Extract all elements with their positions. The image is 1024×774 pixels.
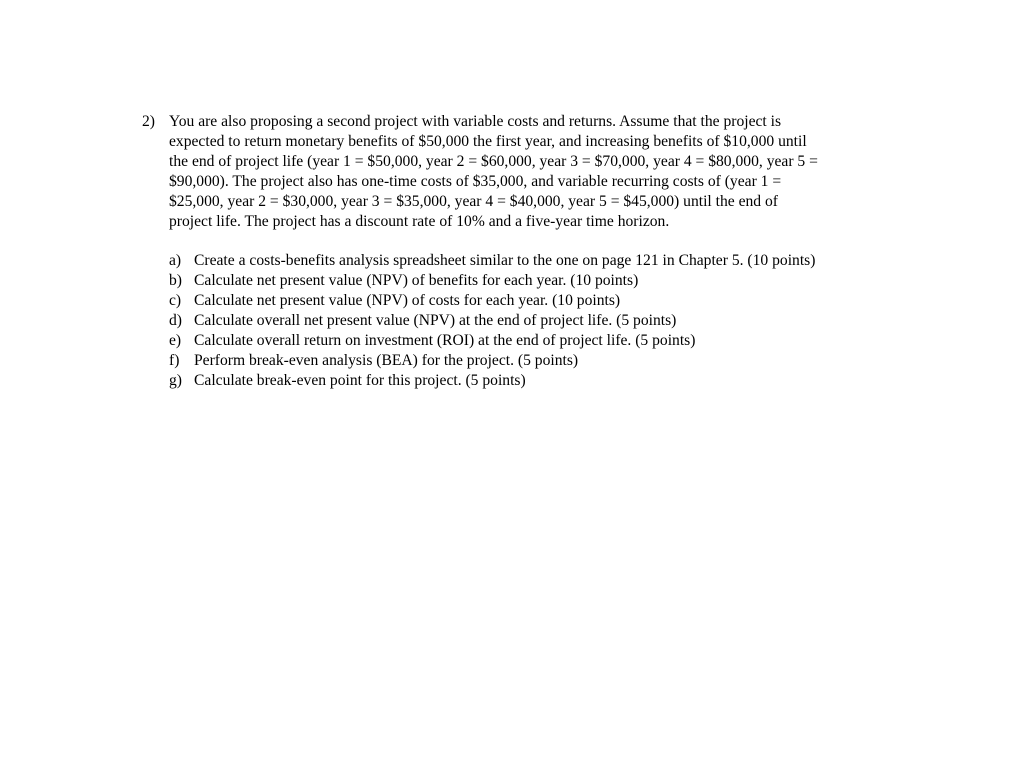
question-part-c	[169, 291, 822, 311]
question-part-g	[169, 371, 822, 391]
question-part-e	[169, 331, 822, 351]
question-part-b	[169, 271, 822, 291]
question-header	[142, 112, 822, 232]
question-part-f	[169, 351, 822, 371]
part-text: Calculate net present value (NPV) of benefits for each year. (10 points)	[194, 272, 639, 289]
part-text: Perform break-even analysis (BEA) for the project. (5 points)	[194, 352, 579, 369]
part-label: g)	[169, 372, 182, 389]
part-label: c)	[169, 292, 182, 309]
question-text: You are also proposing a second project with variable costs and returns. Assume that the project is expected to return monetary benefits of $50,000 the first year, and increasing benefits of $10,000 until the end of project life (year 1 = $50,000, year 2 = $60,000, year 3 = $70,000, year 4 = $80,000, year 5 = $90,000). The project also has one-time costs of $35,000, and variable recurring costs of (year 1 = $25,000, year 2 = $30,000, year 3 = $35,000, year 4 = $40,000, year 5 = $45,000) until the end of project life. The project has a discount rate of 10% and a five-year time horizon.	[169, 113, 818, 230]
part-label: e)	[169, 332, 182, 349]
part-text: Calculate overall net present value (NPV) at the end of project life. (5 points)	[194, 312, 677, 329]
part-label: f)	[169, 352, 180, 369]
part-label: a)	[169, 252, 182, 269]
question-block	[142, 112, 822, 391]
part-text: Calculate break-even point for this project. (5 points)	[194, 372, 526, 389]
question-part-d	[169, 311, 822, 331]
question-parts-list	[169, 251, 822, 391]
question-part-a	[169, 251, 822, 271]
part-label: b)	[169, 272, 182, 289]
part-text: Calculate overall return on investment (ROI) at the end of project life. (5 points)	[194, 332, 696, 349]
part-text: Create a costs-benefits analysis spreadsheet similar to the one on page 121 in Chapter 5. (10 points)	[194, 252, 816, 269]
part-text: Calculate net present value (NPV) of costs for each year. (10 points)	[194, 292, 621, 309]
part-label: d)	[169, 312, 182, 329]
question-number: 2)	[142, 113, 155, 130]
